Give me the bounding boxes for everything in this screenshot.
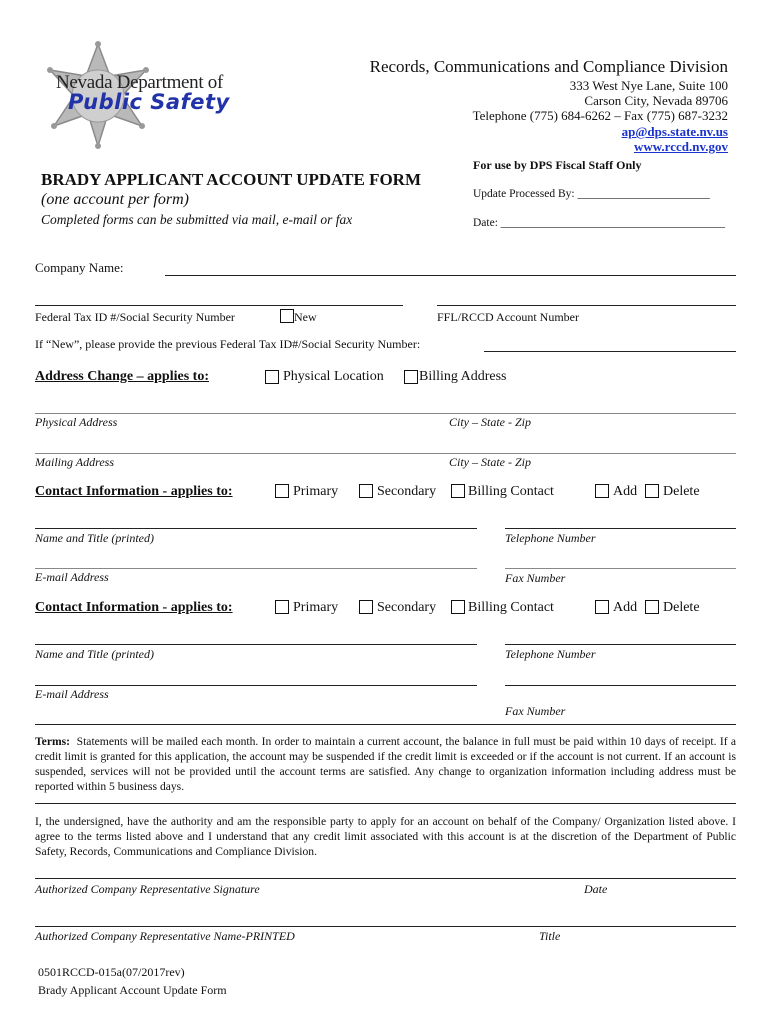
contact2-delete-checkbox[interactable] (645, 600, 659, 614)
city-state-zip-label-2: City – State - Zip (449, 455, 531, 469)
contact2-fax-field[interactable] (505, 685, 736, 686)
form-name-footer: Brady Applicant Account Update Form (38, 983, 227, 997)
email-link[interactable]: ap@dps.state.nv.us (621, 124, 728, 139)
contact1-billing-label: Billing Contact (468, 484, 554, 499)
contact1-phone-label: Telephone Number (505, 531, 596, 545)
address-line1: 333 West Nye Lane, Suite 100 (569, 78, 728, 93)
logo-line2: Public Safety (68, 90, 230, 114)
mailing-address-field[interactable] (35, 453, 736, 454)
form-number: 0501RCCD-015a(07/2017rev) (38, 965, 185, 979)
form-submit-note: Completed forms can be submitted via mail, e-mail or fax (41, 212, 353, 227)
terms-divider (35, 724, 736, 725)
company-name-label: Company Name: (35, 260, 124, 275)
contact2-phone-label: Telephone Number (505, 647, 596, 661)
mailing-address-label: Mailing Address (35, 455, 115, 469)
contact1-email-label: E-mail Address (35, 570, 109, 584)
contact2-primary-label: Primary (293, 600, 339, 615)
contact2-email-field[interactable] (35, 685, 477, 686)
contact2-fax-label: Fax Number (505, 704, 566, 718)
phone-fax: Telephone (775) 684-6262 – Fax (775) 687-3232 (472, 108, 728, 123)
contact1-add-label: Add (613, 484, 638, 499)
agreement-text: I, the undersigned, have the authority and am the responsible party to apply for an account on behalf of the Company/ Organization listed above. I agree to the terms listed above and I understand that any credit limit associated with this account is at the discretion of the Department of Public Safety, Records, Communications and Compliance Division. (35, 815, 736, 858)
dps-logo (38, 40, 258, 150)
contact1-add-checkbox[interactable] (595, 484, 609, 498)
contact2-phone-field[interactable] (505, 644, 736, 645)
printed-name-label: Authorized Company Representative Name-PRINTED (35, 929, 295, 943)
form-title: BRADY APPLICANT ACCOUNT UPDATE FORM (41, 170, 422, 189)
contact1-name-field[interactable] (35, 528, 477, 529)
contact1-billing-checkbox[interactable] (451, 484, 465, 498)
contact1-delete-label: Delete (663, 484, 700, 499)
contact2-add-checkbox[interactable] (595, 600, 609, 614)
contact1-secondary-label: Secondary (377, 484, 437, 499)
address-line2: Carson City, Nevada 89706 (584, 93, 728, 108)
physical-address-label: Physical Address (35, 415, 118, 429)
tax-id-field[interactable] (35, 305, 403, 306)
physical-address-field[interactable] (35, 413, 736, 414)
update-processed-by[interactable]: Update Processed By: _______________________ (473, 188, 710, 200)
contact1-delete-checkbox[interactable] (645, 484, 659, 498)
staff-heading: For use by DPS Fiscal Staff Only (473, 158, 642, 172)
agreement-divider (35, 803, 736, 804)
physical-location-label: Physical Location (283, 369, 384, 384)
contact2-add-label: Add (613, 600, 638, 615)
staff-date[interactable]: Date: _______________________________________ (473, 217, 726, 229)
signature-date-label: Date (584, 882, 608, 896)
city-state-zip-label-1: City – State - Zip (449, 415, 531, 429)
contact1-primary-label: Primary (293, 484, 339, 499)
contact2-name-field[interactable] (35, 644, 477, 645)
contact2-billing-checkbox[interactable] (451, 600, 465, 614)
billing-address-label: Billing Address (419, 369, 507, 384)
printed-name-field[interactable] (35, 926, 736, 927)
contact2-delete-label: Delete (663, 600, 700, 615)
contact2-email-label: E-mail Address (35, 687, 109, 701)
contact1-secondary-checkbox[interactable] (359, 484, 373, 498)
contact2-secondary-label: Secondary (377, 600, 437, 615)
division-name: Records, Communications and Compliance Division (369, 57, 728, 76)
ffl-account-field[interactable] (437, 305, 736, 306)
contact1-name-label: Name and Title (printed) (35, 531, 154, 545)
contact1-primary-checkbox[interactable] (275, 484, 289, 498)
contact1-email-field[interactable] (35, 568, 477, 569)
new-label: New (294, 310, 317, 324)
contact2-billing-label: Billing Contact (468, 600, 554, 615)
billing-address-checkbox[interactable] (404, 370, 418, 384)
physical-location-checkbox[interactable] (265, 370, 279, 384)
ffl-account-label: FFL/RCCD Account Number (437, 310, 580, 324)
logo-line1: Nevada Department of (56, 72, 224, 93)
contact1-fax-field[interactable] (505, 568, 736, 569)
company-name-field[interactable] (165, 275, 736, 276)
terms-label: Terms: (35, 735, 70, 748)
address-change-title: Address Change – applies to: (35, 369, 209, 384)
contact2-title: Contact Information - applies to: (35, 600, 233, 615)
website-link[interactable]: www.rccd.nv.gov (633, 139, 728, 154)
terms-text: Statements will be mailed each month. In order to maintain a current account, the balance in full must be paid within 10 days of receipt. If a credit limit is granted for this application, the account may be suspended if the credit limit is exceeded or if the account is not current. If an account is suspended, services will not be provided until the account terms are satisfied. Any change to organization information including address must be reported within 5 business days. (35, 735, 737, 793)
contact1-title: Contact Information - applies to: (35, 484, 233, 499)
terms-paragraph (35, 734, 736, 794)
contact1-fax-label: Fax Number (505, 571, 566, 585)
if-new-label: If “New”, please provide the previous Federal Tax ID#/Social Security Number: (35, 337, 421, 351)
contact1-phone-field[interactable] (505, 528, 736, 529)
title-label: Title (539, 929, 561, 943)
form-subtitle: (one account per form) (41, 191, 189, 208)
tax-id-label: Federal Tax ID #/Social Security Number (35, 310, 235, 324)
new-checkbox[interactable] (280, 309, 294, 323)
contact2-name-label: Name and Title (printed) (35, 647, 154, 661)
signature-field[interactable] (35, 878, 736, 879)
signature-label: Authorized Company Representative Signature (35, 882, 260, 896)
contact2-secondary-checkbox[interactable] (359, 600, 373, 614)
contact2-primary-checkbox[interactable] (275, 600, 289, 614)
previous-tax-id-field[interactable] (484, 351, 736, 352)
